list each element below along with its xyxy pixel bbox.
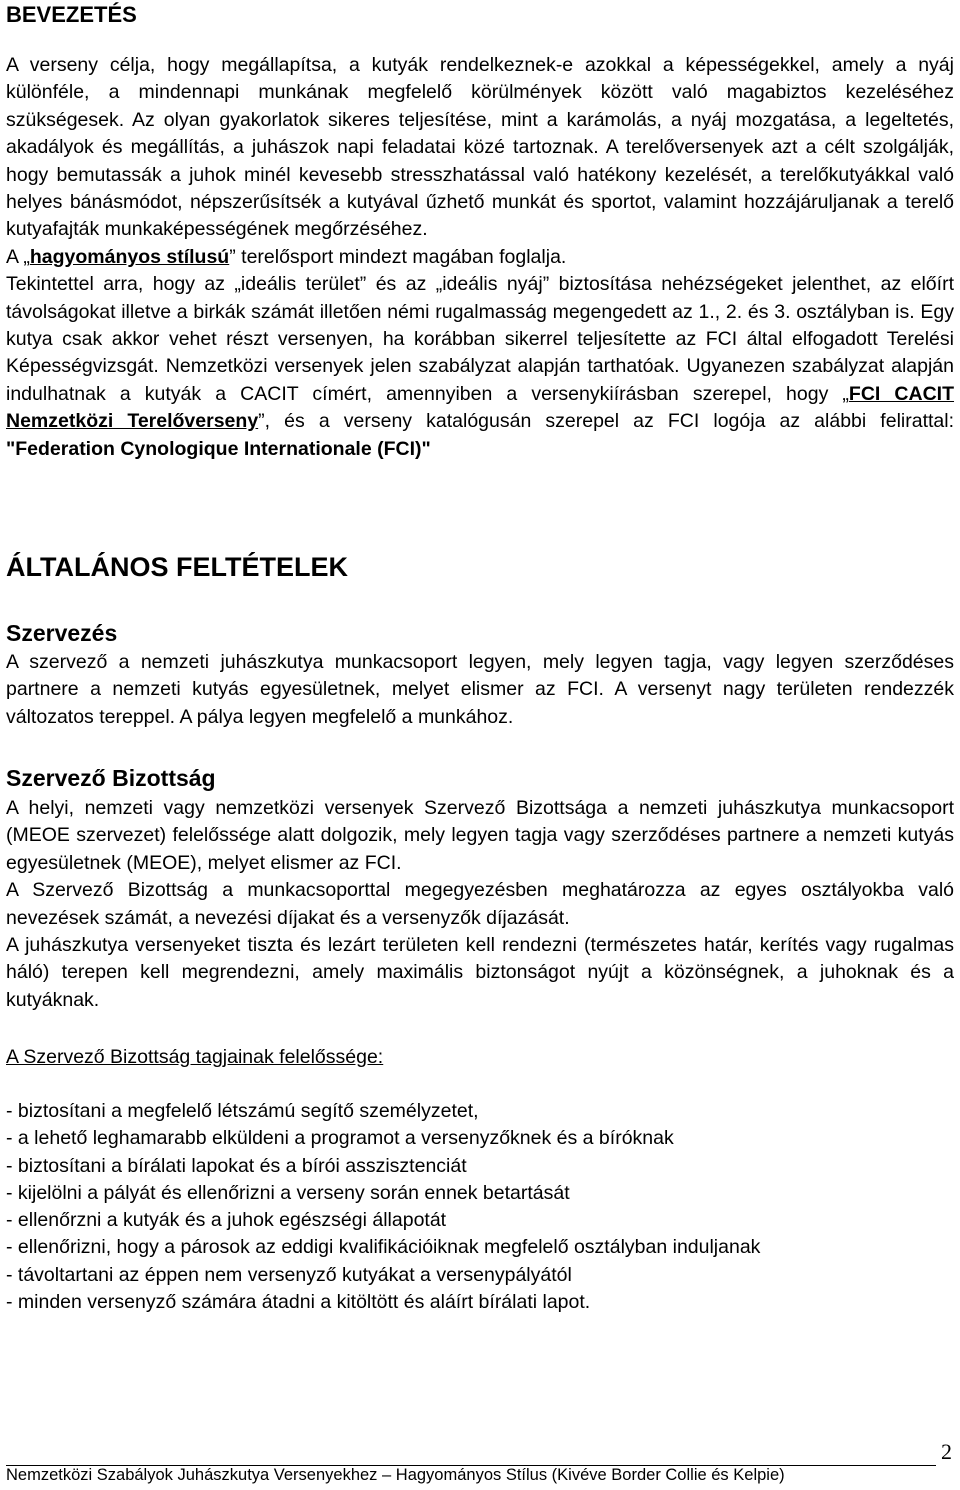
page-number: 2 — [941, 1439, 952, 1464]
heading-intro: BEVEZETÉS — [6, 2, 137, 27]
heading-organization: Szervezés — [6, 620, 118, 646]
heading-organizing-committee: Szervező Bizottság — [6, 765, 216, 791]
intro-paragraph-style: A „hagyományos stílusú” terelősport mindezt magában foglalja. — [6, 245, 567, 268]
list-item: - minden versenyző számára átadni a kitöltött és aláírt bírálati lapot. — [6, 1291, 591, 1314]
committee-paragraph: A helyi, nemzeti vagy nemzetközi versenyek Szervező Bizottsága a nemzeti juhászkutya munkacsoport (MEOE szervezet) felelőssége alatt dolgozik, mely legyen tagja vagy szerződéses partnere a nemzeti kutyás egyesületnek (MEOE), melyet elismer az FCI. — [6, 797, 954, 874]
list-item: - biztosítani a megfelelő létszámú segítő személyzetet, — [6, 1100, 479, 1122]
list-item: - távoltartani az éppen nem versenyző kutyákat a versenypályától — [6, 1263, 572, 1286]
list-item: - a lehető leghamarabb elküldeni a programot a versenyzőknek és a bíróknak — [6, 1127, 674, 1150]
duties-list — [6, 1098, 760, 1316]
list-item: - biztosítani a bírálati lapokat és a bírói asszisztenciát — [6, 1154, 467, 1177]
list-item: - kijelölni a pályát és ellenőrizni a verseny során ennek betartását — [6, 1181, 570, 1204]
committee-paragraph: A Szervező Bizottság a munkacsoporttal megegyezésben meghatározza az egyes osztályokba való nevezések számát, a nevezési díjakat és a versenyzők díjazását. — [6, 879, 954, 929]
heading-general-conditions: ÁLTALÁNOS FELTÉTELEK — [6, 552, 348, 582]
committee-section — [6, 795, 954, 1014]
fci-inscription: "Federation Cynologique Internationale (FCI)" — [6, 437, 431, 460]
intro-section — [6, 52, 954, 463]
intro-text-purpose: A verseny célja, hogy megállapítsa, a kutyák rendelkeznek-e azokkal a képességekkel, amely a nyáj különféle, a mindennapi munkának megfelelő körülmények között való magabiztos kezeléséhez szükségesek. Az olyan gyakorlatok sikeres teljesítése, mint a karámolás, a nyáj mozgatása, a legeltetés, akadályok és megállítás, a juhászok napi feladatai közé tartoznak. A terelőversenyek azt a célt szolgálják, hogy bemutassák a juhok minél kevesebb stresszhatással való hatékony kezelését, a terelőkutyákkal való helyes bánásmódot, népszerűsítsék a kutyával űzhető munkát és sportot, valamint hozzájáruljanak a terelő kutyafajták munkaképességének megőrzéséhez. — [6, 54, 954, 241]
intro-paragraph-rules: Tekintettel arra, hogy az „ideális terület” és az „ideális nyáj” biztosítása nehézségeket jelenthet, az előírt távolságokat illetve a birkák számát illetően némi rugalmasság megengedett az 1., 2. és 3. osztályban is. Egy kutya csak akkor vehet részt versenyen, ha korábban sikerrel teljesítette az FCI által elfogadott Terelési Képességvizsgát. Nemzetközi versenyek jelen szabályzat alapján tarthatóak. Ugyanezen szabályzat alapján indulhatnak a kutyák a CACIT címért, amennyiben a versenykiírásban szerepel, hogy „FCI CACIT Nemzetközi Terelőverseny”, és a verseny katalógusán szerepel az FCI logója az alábbi felirattal: "Federation Cynologique Internationale (FCI)" — [6, 273, 955, 460]
traditional-style-term: hagyományos stílusú — [29, 245, 230, 268]
responsibilities-title: A Szervező Bizottság tagjainak felelőssége: — [6, 1046, 384, 1068]
organization-paragraph: A szervező a nemzeti juhászkutya munkacsoport legyen, mely legyen tagja, vagy legyen szerződéses partnere a nemzeti kutyás egyesületnek, melyet elismer az FCI. A versenyt nagy területen rendezzék változatos tereppel. A pálya legyen megfelelő a munkához. — [6, 651, 954, 728]
list-item: - ellenőrizni, hogy a párosok az eddigi kvalifikációiknak megfelelő osztályban induljanak — [6, 1236, 761, 1259]
committee-paragraph: A juhászkutya versenyeket tiszta és lezárt területen kell rendezni (természetes határ, kerítés vagy rugalmas háló) terepen kell megrendezni, amely maximális biztonságot nyújt a közönségnek, a juhoknak és a kutyáknak. — [6, 934, 954, 1011]
organization-section — [6, 649, 954, 731]
intro-paragraph-purpose — [6, 52, 954, 244]
list-item: - ellenőrzni a kutyák és a juhok egészségi állapotát — [6, 1209, 447, 1232]
page-footer: Nemzetközi Szabályok Juhászkutya Versenyekhez – Hagyományos Stílus (Kivéve Border Collie és Kelpie) — [6, 1466, 785, 1484]
fci-cacit-term: FCI CACIT Nemzetközi Terelőverseny — [6, 382, 955, 433]
